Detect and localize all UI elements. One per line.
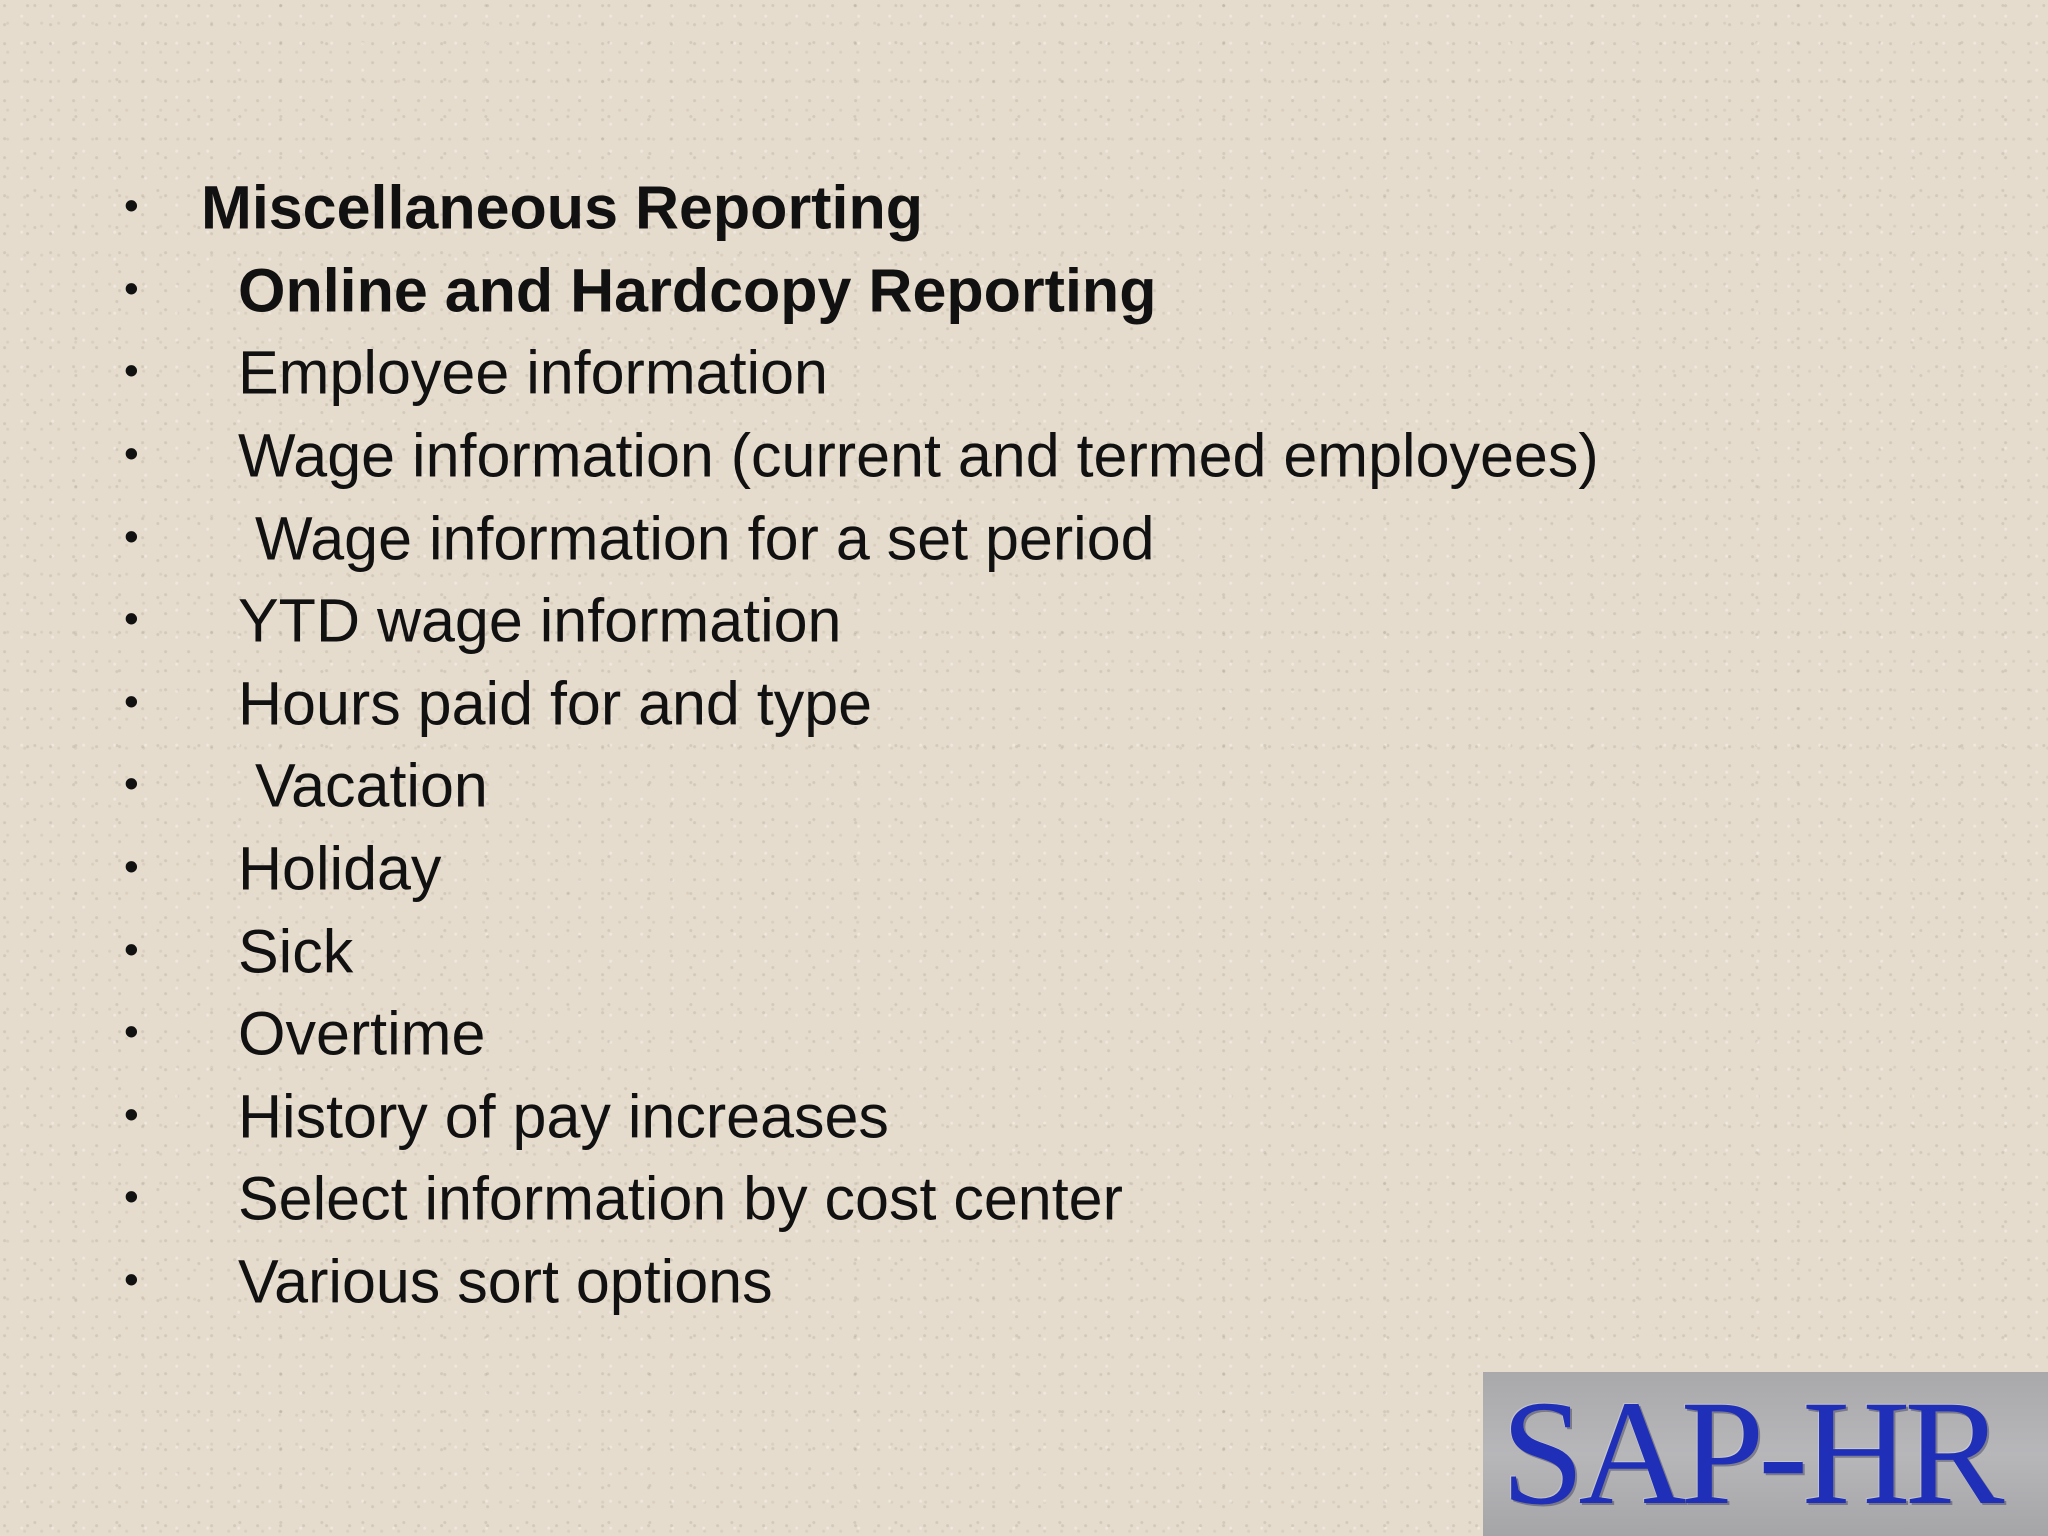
list-item-text: Online and Hardcopy Reporting bbox=[238, 256, 1157, 325]
bullet-icon: • bbox=[124, 512, 139, 560]
list-item-text: History of pay increases bbox=[238, 1082, 889, 1151]
list-item-text: Various sort options bbox=[238, 1247, 773, 1316]
list-item-text: Miscellaneous Reporting bbox=[201, 173, 923, 242]
bullet-icon: • bbox=[124, 842, 139, 890]
bullet-icon: • bbox=[124, 594, 139, 642]
bullet-icon: • bbox=[124, 760, 139, 808]
list-item-text: Employee information bbox=[238, 338, 828, 407]
list-item-text: Overtime bbox=[238, 999, 486, 1068]
bullet-icon: • bbox=[124, 181, 139, 229]
logo-text: SAP-HR bbox=[1501, 1372, 1999, 1536]
sap-hr-logo bbox=[1483, 1372, 2048, 1536]
bullet-icon: • bbox=[124, 264, 139, 312]
bullet-icon: • bbox=[124, 347, 139, 395]
bullet-icon: • bbox=[124, 1173, 139, 1221]
list-item-text: Wage information (current and termed employees) bbox=[238, 421, 1599, 490]
bullet-icon: • bbox=[124, 429, 139, 477]
bullet-icon: • bbox=[124, 1090, 139, 1138]
list-item-text: YTD wage information bbox=[238, 586, 842, 655]
bullet-icon: • bbox=[124, 1007, 139, 1055]
bullet-icon: • bbox=[124, 1255, 139, 1303]
list-item-text: Vacation bbox=[238, 751, 488, 820]
list-item-text: Holiday bbox=[238, 834, 442, 903]
bullet-icon: • bbox=[124, 925, 139, 973]
list-item-text: Sick bbox=[238, 916, 354, 985]
list-item-text: Wage information for a set period bbox=[238, 503, 1155, 572]
list-item-text: Hours paid for and type bbox=[238, 669, 873, 738]
bullet-icon: • bbox=[124, 677, 139, 725]
list-item-text: Select information by cost center bbox=[238, 1164, 1123, 1233]
